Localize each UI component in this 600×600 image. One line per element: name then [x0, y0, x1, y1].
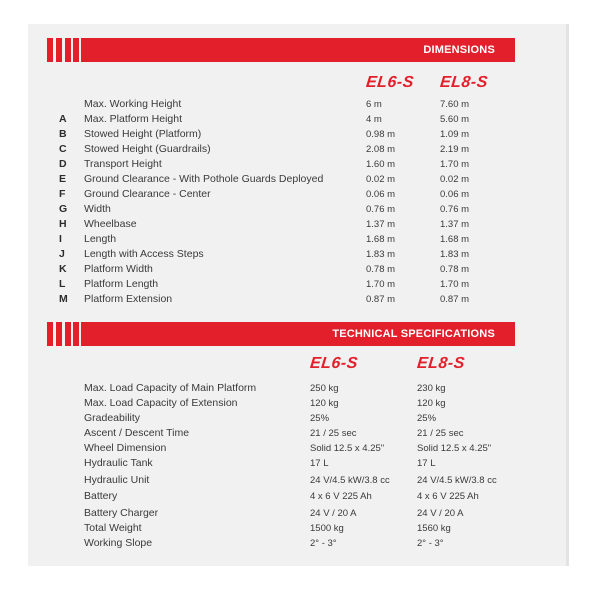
el6-value: 2.08 m	[366, 144, 396, 155]
el8-value: 2.19 m	[440, 144, 470, 155]
el6-value: 0.06 m	[366, 189, 396, 200]
header-stripe	[56, 322, 62, 346]
el6-value: 17 L	[310, 458, 329, 469]
spec-label: Battery Charger	[84, 507, 159, 519]
el6-value: 0.87 m	[366, 294, 396, 305]
specs-row	[0, 411, 600, 426]
dimension-code: A	[59, 113, 67, 125]
el8-value: 1.70 m	[440, 279, 470, 290]
specs-row	[0, 536, 600, 551]
el8-value: 1.09 m	[440, 129, 470, 140]
header-stripe	[73, 38, 79, 62]
dimensions-row	[0, 247, 600, 262]
dimension-code: E	[59, 173, 67, 185]
dimension-code: K	[59, 263, 67, 275]
el8-value: 5.60 m	[440, 114, 470, 125]
el8-value: 24 V / 20 A	[417, 508, 464, 519]
header-stripe	[47, 38, 53, 62]
el8-value: 1.68 m	[440, 234, 470, 245]
dimension-code: J	[59, 248, 65, 260]
header-stripe	[56, 38, 62, 62]
spec-label: Battery	[84, 490, 118, 502]
dimension-label: Platform Width	[84, 263, 153, 275]
el6-value: 0.02 m	[366, 174, 396, 185]
spec-label: Max. Load Capacity of Main Platform	[84, 382, 257, 394]
dimension-label: Max. Platform Height	[84, 113, 183, 125]
dimension-label: Length with Access Steps	[84, 248, 204, 260]
el6-value: 1.37 m	[366, 219, 396, 230]
el8-value: 17 L	[417, 458, 436, 469]
el6-value: 4 m	[366, 114, 382, 125]
el8-value: 0.02 m	[440, 174, 470, 185]
el6-value: Solid 12.5 x 4.25"	[310, 443, 385, 454]
specs-model-el8: EL8-S	[416, 355, 466, 372]
header-bar-fill	[81, 322, 515, 346]
dimension-label: Ground Clearance - Center	[84, 188, 211, 200]
dimensions-row	[0, 232, 600, 247]
el8-value: 25%	[417, 413, 437, 424]
dimension-code: G	[59, 203, 68, 215]
dimension-code: C	[59, 143, 67, 155]
el6-value: 24 V/4.5 kW/3.8 cc	[310, 475, 390, 486]
dimensions-row	[0, 172, 600, 187]
dimension-label: Ground Clearance - With Pothole Guards Deployed	[84, 173, 324, 185]
el8-value: 7.60 m	[440, 99, 470, 110]
dimensions-title: DIMENSIONS	[423, 44, 495, 56]
spec-label: Wheel Dimension	[84, 442, 167, 454]
specs-row	[0, 426, 600, 441]
dimensions-row	[0, 217, 600, 232]
dimension-label: Transport Height	[84, 158, 162, 170]
dimensions-row	[0, 277, 600, 292]
specs-row	[0, 441, 600, 456]
dimensions-row	[0, 142, 600, 157]
el8-value: 1.83 m	[440, 249, 470, 260]
dimensions-header	[47, 38, 515, 62]
el8-value: 4 x 6 V 225 Ah	[417, 491, 479, 502]
dimension-label: Platform Length	[84, 278, 159, 290]
dimension-code: I	[59, 233, 62, 245]
el8-value: 120 kg	[417, 398, 446, 409]
dimensions-row	[0, 97, 600, 112]
spec-label: Gradeability	[84, 412, 141, 424]
dimension-label: Platform Extension	[84, 293, 173, 305]
header-stripe	[65, 322, 71, 346]
el6-value: 1500 kg	[310, 523, 344, 534]
dimensions-row	[0, 292, 600, 307]
specs-row	[0, 456, 600, 471]
dimensions-row	[0, 262, 600, 277]
dimension-code: D	[59, 158, 67, 170]
el6-value: 1.70 m	[366, 279, 396, 290]
dimension-label: Max. Working Height	[84, 98, 182, 110]
dimensions-row	[0, 127, 600, 142]
spec-label: Total Weight	[84, 522, 142, 534]
specs-row	[0, 521, 600, 536]
dimensions-row	[0, 112, 600, 127]
dimension-code: H	[59, 218, 67, 230]
el8-value: 21 / 25 sec	[417, 428, 464, 439]
el8-value: 1560 kg	[417, 523, 451, 534]
el6-value: 6 m	[366, 99, 382, 110]
dimension-label: Length	[84, 233, 117, 245]
dimension-code: B	[59, 128, 67, 140]
el6-value: 1.83 m	[366, 249, 396, 260]
el6-value: 0.76 m	[366, 204, 396, 215]
el8-value: 0.78 m	[440, 264, 470, 275]
specs-row	[0, 473, 600, 488]
el6-value: 4 x 6 V 225 Ah	[310, 491, 372, 502]
spec-label: Max. Load Capacity of Extension	[84, 397, 238, 409]
dimension-label: Wheelbase	[84, 218, 137, 230]
dimension-code: L	[59, 278, 66, 290]
specs-header	[47, 322, 515, 346]
el6-value: 0.78 m	[366, 264, 396, 275]
dimensions-model-el6: EL6-S	[365, 74, 415, 91]
specs-model-el6: EL6-S	[309, 355, 359, 372]
header-stripe	[73, 322, 79, 346]
el8-value: 0.76 m	[440, 204, 470, 215]
el8-value: 0.87 m	[440, 294, 470, 305]
dimension-code: M	[59, 293, 68, 305]
spec-label: Ascent / Descent Time	[84, 427, 190, 439]
el8-value: 230 kg	[417, 383, 446, 394]
el6-value: 0.98 m	[366, 129, 396, 140]
specs-row	[0, 489, 600, 504]
el8-value: 0.06 m	[440, 189, 470, 200]
el6-value: 25%	[310, 413, 330, 424]
dimensions-row	[0, 157, 600, 172]
el6-value: 250 kg	[310, 383, 339, 394]
header-stripe	[65, 38, 71, 62]
dimensions-model-el8: EL8-S	[439, 74, 489, 91]
el6-value: 1.60 m	[366, 159, 396, 170]
dimensions-row	[0, 187, 600, 202]
el6-value: 2° - 3°	[310, 538, 337, 549]
spec-label: Hydraulic Tank	[84, 457, 153, 469]
dimension-label: Width	[84, 203, 111, 215]
header-stripe	[47, 322, 53, 346]
el8-value: 1.70 m	[440, 159, 470, 170]
header-bar-fill	[81, 38, 515, 62]
spec-label: Working Slope	[84, 537, 153, 549]
specs-row	[0, 381, 600, 396]
spec-label: Hydraulic Unit	[84, 474, 150, 486]
el6-value: 24 V / 20 A	[310, 508, 357, 519]
dimension-label: Stowed Height (Platform)	[84, 128, 202, 140]
dimension-label: Stowed Height (Guardrails)	[84, 143, 211, 155]
dimension-code: F	[59, 188, 66, 200]
el8-value: 2° - 3°	[417, 538, 444, 549]
el6-value: 120 kg	[310, 398, 339, 409]
el8-value: Solid 12.5 x 4.25"	[417, 443, 492, 454]
el8-value: 24 V/4.5 kW/3.8 cc	[417, 475, 497, 486]
dimensions-row	[0, 202, 600, 217]
el6-value: 21 / 25 sec	[310, 428, 357, 439]
el8-value: 1.37 m	[440, 219, 470, 230]
el6-value: 1.68 m	[366, 234, 396, 245]
specs-row	[0, 506, 600, 521]
specs-title: TECHNICAL SPECIFICATIONS	[332, 328, 495, 340]
specs-row	[0, 396, 600, 411]
